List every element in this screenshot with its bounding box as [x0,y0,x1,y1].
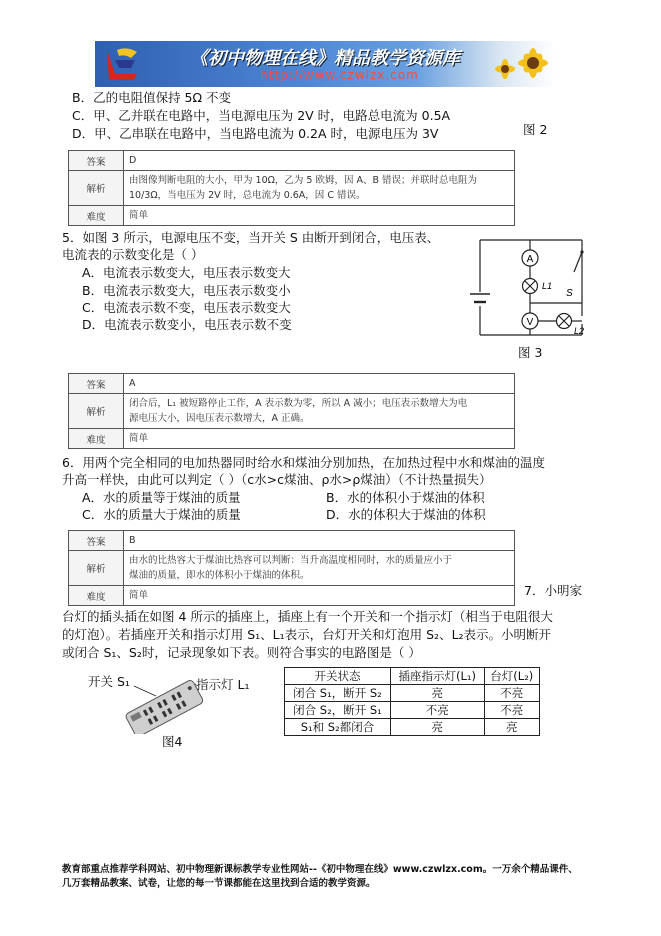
answer-label: 答案 [69,374,124,394]
table-row [285,702,540,719]
answer-label: 答案 [69,151,124,171]
header-banner [95,41,555,87]
analysis-line1: 由水的比热容大于煤油比热容可以判断：当升高温度相同时，水的质量应小于 [129,555,453,566]
q6-option-b: B．水的体积小于煤油的体积 [326,490,485,505]
table-cell: 不亮 [484,702,539,719]
difficulty-label: 难度 [69,206,124,226]
q5-stem-line2: 电流表的示数变化是（ ） [62,247,204,262]
difficulty-value: 简单 [124,429,515,449]
q6-option-d: D．水的体积大于煤油的体积 [326,507,486,522]
q6-stem-line2: 升高一样快，由此可以判定（ ）（c水>c煤油、ρ水>ρ煤油）（不计热量损失） [62,472,492,487]
q6-answer-table [68,530,515,606]
table-header: 开关状态 [285,668,391,685]
difficulty-label: 难度 [69,429,124,449]
analysis-line2: 煤油的质量，即水的体积小于煤油的体积。 [129,570,310,581]
q5-figure-label: 图 3 [518,345,543,360]
footer-line2: 几万套精品教案、试卷，让您的每一节课都能在这里找到合适的教学资源。 [62,878,376,889]
analysis-label: 解析 [69,394,124,429]
q4-option-b: B．乙的电阻值保持 5Ω 不变 [72,90,232,105]
q5-option-d: D．电流表示数变小，电压表示数不变 [82,317,292,332]
sunflower-icon [489,43,549,85]
lamp-l1-label: 指示灯 L₁ [196,677,250,692]
analysis-text [124,394,515,429]
q7-lead: 7．小明家 [524,583,582,598]
analysis-label: 解析 [69,551,124,586]
circuit-diagram-fig3 [462,236,592,340]
q5-option-a: A．电流表示数变大，电压表示数变大 [82,265,291,280]
footer-line1: 教育部重点推荐学科网站、初中物理新课标教学专业性网站--《初中物理在线》www.czwlzx.com。一万余个精品课件、 [62,864,578,875]
voltmeter-symbol: V [526,317,534,328]
q7-line2: 的灯泡）。若插座开关和指示灯用 S₁、L₁表示，台灯开关和灯泡用 S₂、L₂表示。小明断开 [62,627,552,642]
q5-stem-line1: 5．如图 3 所示，电源电压不变，当开关 S 由断开到闭合，电压表、 [62,230,440,245]
table-cell: 闭合 S₁，断开 S₂ [285,685,391,702]
answer-value: A [124,374,515,394]
table-header: 台灯(L₂) [484,668,539,685]
power-strip-icon [118,676,208,734]
q7-line1: 台灯的插头插在如图 4 所示的插座上，插座上有一个开关和一个指示灯（相当于电阻很大 [62,609,553,624]
switch-s1-label: 开关 S₁ [88,674,130,689]
table-header-row [285,668,540,685]
table-cell: 不亮 [390,702,484,719]
site-logo-icon [101,44,143,84]
lamp-l2-label: L2 [574,326,585,336]
table-cell: 闭合 S₂，断开 S₁ [285,702,391,719]
table-row [285,719,540,736]
q5-option-b: B．电流表示数变大，电压表示数变小 [82,283,291,298]
table-header: 插座指示灯(L₁) [390,668,484,685]
q4-answer-table [68,150,515,226]
q5-answer-table [68,373,515,449]
q7-figure-label: 图4 [162,734,183,749]
q4-figure-label: 图 2 [523,122,548,137]
table-row [285,685,540,702]
banner-url[interactable]: http://www.czwlzx.com [260,68,419,82]
q4-option-c: C．甲、乙并联在电路中，当电源电压为 2V 时，电路总电流为 0.5A [72,108,451,123]
q6-option-c: C．水的质量大于煤油的质量 [82,507,241,522]
switch-s-label: S [566,288,573,299]
answer-value: B [124,531,515,551]
analysis-line2: 源电压大小，因电压表示数增大，A 正确。 [129,413,310,424]
answer-label: 答案 [69,531,124,551]
analysis-text [124,551,515,586]
analysis-label: 解析 [69,171,124,206]
analysis-line1: 闭合后，L₁ 被短路停止工作，A 表示数为零，所以 A 减小；电压表示数增大为电 [129,398,468,409]
difficulty-value: 简单 [124,206,515,226]
q7-state-table [284,667,540,736]
q6-stem-line1: 6．用两个完全相同的电加热器同时给水和煤油分别加热，在加热过程中水和煤油的温度 [62,455,545,470]
page-footer [62,863,622,891]
table-cell: 不亮 [484,685,539,702]
table-cell: 亮 [390,685,484,702]
table-cell: 亮 [390,719,484,736]
lamp-l1-label: L1 [542,281,553,291]
table-cell: S₁和 S₂都闭合 [285,719,391,736]
banner-title: 《初中物理在线》精品教学资源库 [190,48,460,69]
ammeter-symbol: A [526,254,534,265]
table-cell: 亮 [484,719,539,736]
q6-option-a: A．水的质量等于煤油的质量 [82,490,241,505]
q4-option-d: D．甲、乙串联在电路中，当电路电流为 0.2A 时，电源电压为 3V [72,126,439,141]
q7-line3: 或闭合 S₁、S₂时，记录现象如下表。则符合事实的电路图是（ ） [62,645,421,660]
answer-value: D [124,151,515,171]
difficulty-label: 难度 [69,586,124,606]
difficulty-value: 简单 [124,586,515,606]
analysis-text: 由图像判断电阻的大小，甲为 10Ω，乙为 5 欧姆，因 A、B 错误；并联时总电阻为 10/3Ω，当电压为 2V 时，总电流为 0.6A，因 C 错误。 [124,171,515,206]
q5-option-c: C．电流表示数不变，电压表示数变大 [82,300,291,315]
